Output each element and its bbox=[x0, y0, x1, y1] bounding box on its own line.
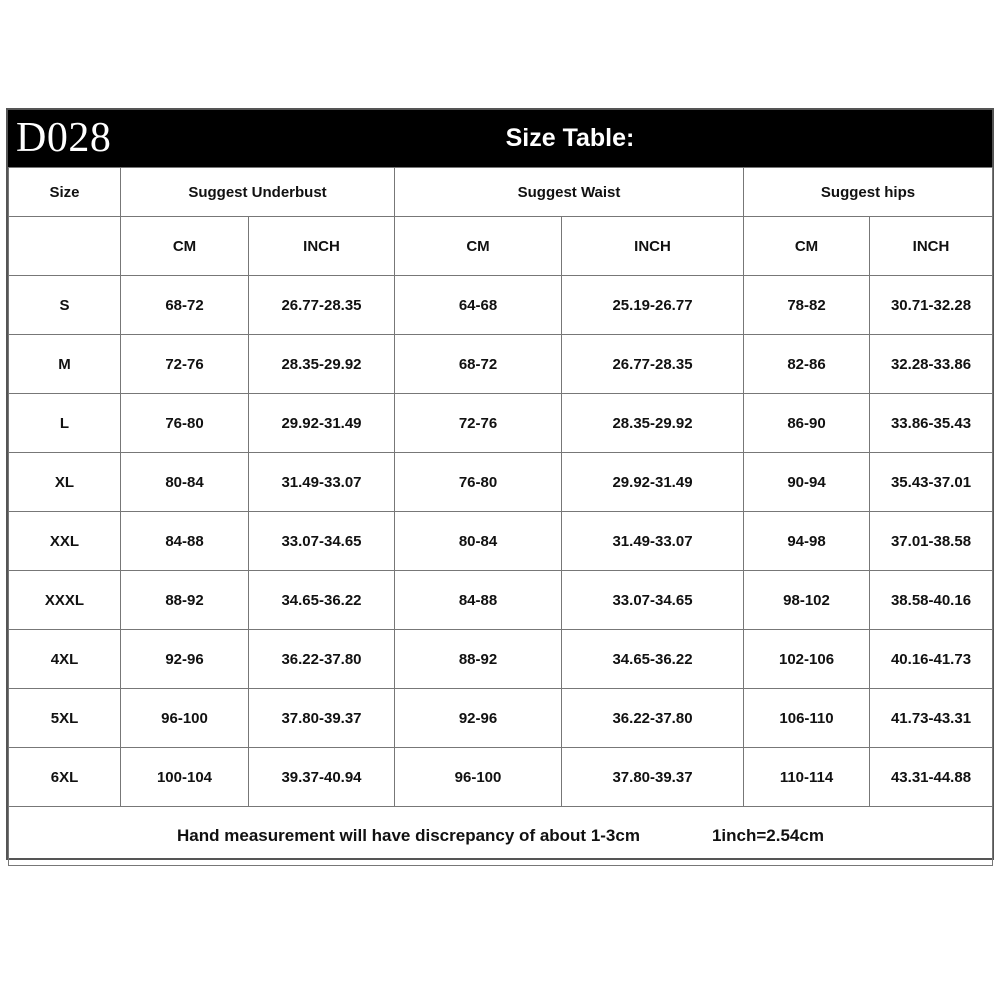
hips-header: Suggest hips bbox=[744, 168, 993, 217]
underbust-inch-cell: 29.92-31.49 bbox=[249, 394, 395, 453]
unit-header-row bbox=[9, 217, 993, 276]
waist-inch-cell: 25.19-26.77 bbox=[562, 276, 744, 335]
table-row bbox=[9, 689, 993, 748]
empty-header-cell bbox=[9, 217, 121, 276]
unit-header: CM bbox=[395, 217, 562, 276]
table-row bbox=[9, 276, 993, 335]
waist-inch-cell: 33.07-34.65 bbox=[562, 571, 744, 630]
waist-inch-cell: 28.35-29.92 bbox=[562, 394, 744, 453]
size-cell: M bbox=[9, 335, 121, 394]
table-row bbox=[9, 571, 993, 630]
size-cell: 6XL bbox=[9, 748, 121, 807]
size-cell: L bbox=[9, 394, 121, 453]
underbust-inch-cell: 37.80-39.37 bbox=[249, 689, 395, 748]
waist-cm-cell: 88-92 bbox=[395, 630, 562, 689]
waist-inch-cell: 37.80-39.37 bbox=[562, 748, 744, 807]
size-cell: 4XL bbox=[9, 630, 121, 689]
waist-inch-cell: 26.77-28.35 bbox=[562, 335, 744, 394]
underbust-cm-cell: 100-104 bbox=[121, 748, 249, 807]
conversion-note: 1inch=2.54cm bbox=[711, 826, 824, 845]
waist-inch-cell: 36.22-37.80 bbox=[562, 689, 744, 748]
unit-header: INCH bbox=[562, 217, 744, 276]
waist-cm-cell: 72-76 bbox=[395, 394, 562, 453]
table-row bbox=[9, 335, 993, 394]
size-chart bbox=[6, 108, 994, 860]
waist-cm-cell: 96-100 bbox=[395, 748, 562, 807]
hips-inch-cell: 41.73-43.31 bbox=[870, 689, 993, 748]
hips-inch-cell: 30.71-32.28 bbox=[870, 276, 993, 335]
underbust-cm-cell: 92-96 bbox=[121, 630, 249, 689]
waist-cm-cell: 84-88 bbox=[395, 571, 562, 630]
waist-inch-cell: 31.49-33.07 bbox=[562, 512, 744, 571]
underbust-inch-cell: 34.65-36.22 bbox=[249, 571, 395, 630]
unit-header: INCH bbox=[870, 217, 993, 276]
underbust-inch-cell: 39.37-40.94 bbox=[249, 748, 395, 807]
waist-header: Suggest Waist bbox=[395, 168, 744, 217]
underbust-cm-cell: 76-80 bbox=[121, 394, 249, 453]
waist-cm-cell: 80-84 bbox=[395, 512, 562, 571]
underbust-cm-cell: 68-72 bbox=[121, 276, 249, 335]
size-header: Size bbox=[9, 168, 121, 217]
waist-cm-cell: 68-72 bbox=[395, 335, 562, 394]
waist-cm-cell: 76-80 bbox=[395, 453, 562, 512]
measurement-note: Hand measurement will have discrepancy of about 1-3cm bbox=[177, 826, 640, 845]
hips-cm-cell: 110-114 bbox=[744, 748, 870, 807]
footer-row bbox=[9, 807, 993, 866]
table-row bbox=[9, 394, 993, 453]
hips-cm-cell: 94-98 bbox=[744, 512, 870, 571]
hips-inch-cell: 37.01-38.58 bbox=[870, 512, 993, 571]
size-cell: XXXL bbox=[9, 571, 121, 630]
table-row bbox=[9, 748, 993, 807]
underbust-cm-cell: 80-84 bbox=[121, 453, 249, 512]
unit-header: INCH bbox=[249, 217, 395, 276]
product-code: D028 bbox=[16, 115, 112, 161]
hips-cm-cell: 82-86 bbox=[744, 335, 870, 394]
underbust-inch-cell: 31.49-33.07 bbox=[249, 453, 395, 512]
hips-inch-cell: 35.43-37.01 bbox=[870, 453, 993, 512]
group-header-row bbox=[9, 168, 993, 217]
underbust-cm-cell: 72-76 bbox=[121, 335, 249, 394]
underbust-cm-cell: 84-88 bbox=[121, 512, 249, 571]
hips-cm-cell: 106-110 bbox=[744, 689, 870, 748]
underbust-inch-cell: 26.77-28.35 bbox=[249, 276, 395, 335]
hips-inch-cell: 38.58-40.16 bbox=[870, 571, 993, 630]
size-table bbox=[8, 167, 993, 866]
hips-inch-cell: 33.86-35.43 bbox=[870, 394, 993, 453]
waist-inch-cell: 29.92-31.49 bbox=[562, 453, 744, 512]
hips-cm-cell: 78-82 bbox=[744, 276, 870, 335]
table-row bbox=[9, 453, 993, 512]
hips-cm-cell: 86-90 bbox=[744, 394, 870, 453]
size-cell: 5XL bbox=[9, 689, 121, 748]
table-row bbox=[9, 512, 993, 571]
underbust-inch-cell: 36.22-37.80 bbox=[249, 630, 395, 689]
hips-inch-cell: 43.31-44.88 bbox=[870, 748, 993, 807]
waist-inch-cell: 34.65-36.22 bbox=[562, 630, 744, 689]
underbust-header: Suggest Underbust bbox=[121, 168, 395, 217]
hips-cm-cell: 102-106 bbox=[744, 630, 870, 689]
size-cell: XXL bbox=[9, 512, 121, 571]
waist-cm-cell: 64-68 bbox=[395, 276, 562, 335]
table-row bbox=[9, 630, 993, 689]
size-cell: XL bbox=[9, 453, 121, 512]
hips-cm-cell: 98-102 bbox=[744, 571, 870, 630]
unit-header: CM bbox=[744, 217, 870, 276]
underbust-cm-cell: 96-100 bbox=[121, 689, 249, 748]
underbust-cm-cell: 88-92 bbox=[121, 571, 249, 630]
size-cell: S bbox=[9, 276, 121, 335]
hips-cm-cell: 90-94 bbox=[744, 453, 870, 512]
underbust-inch-cell: 28.35-29.92 bbox=[249, 335, 395, 394]
size-rows bbox=[9, 276, 993, 807]
hips-inch-cell: 32.28-33.86 bbox=[870, 335, 993, 394]
chart-title: Size Table: bbox=[505, 124, 635, 152]
title-banner bbox=[8, 110, 992, 167]
waist-cm-cell: 92-96 bbox=[395, 689, 562, 748]
unit-header: CM bbox=[121, 217, 249, 276]
hips-inch-cell: 40.16-41.73 bbox=[870, 630, 993, 689]
underbust-inch-cell: 33.07-34.65 bbox=[249, 512, 395, 571]
footer-cell bbox=[9, 807, 993, 866]
